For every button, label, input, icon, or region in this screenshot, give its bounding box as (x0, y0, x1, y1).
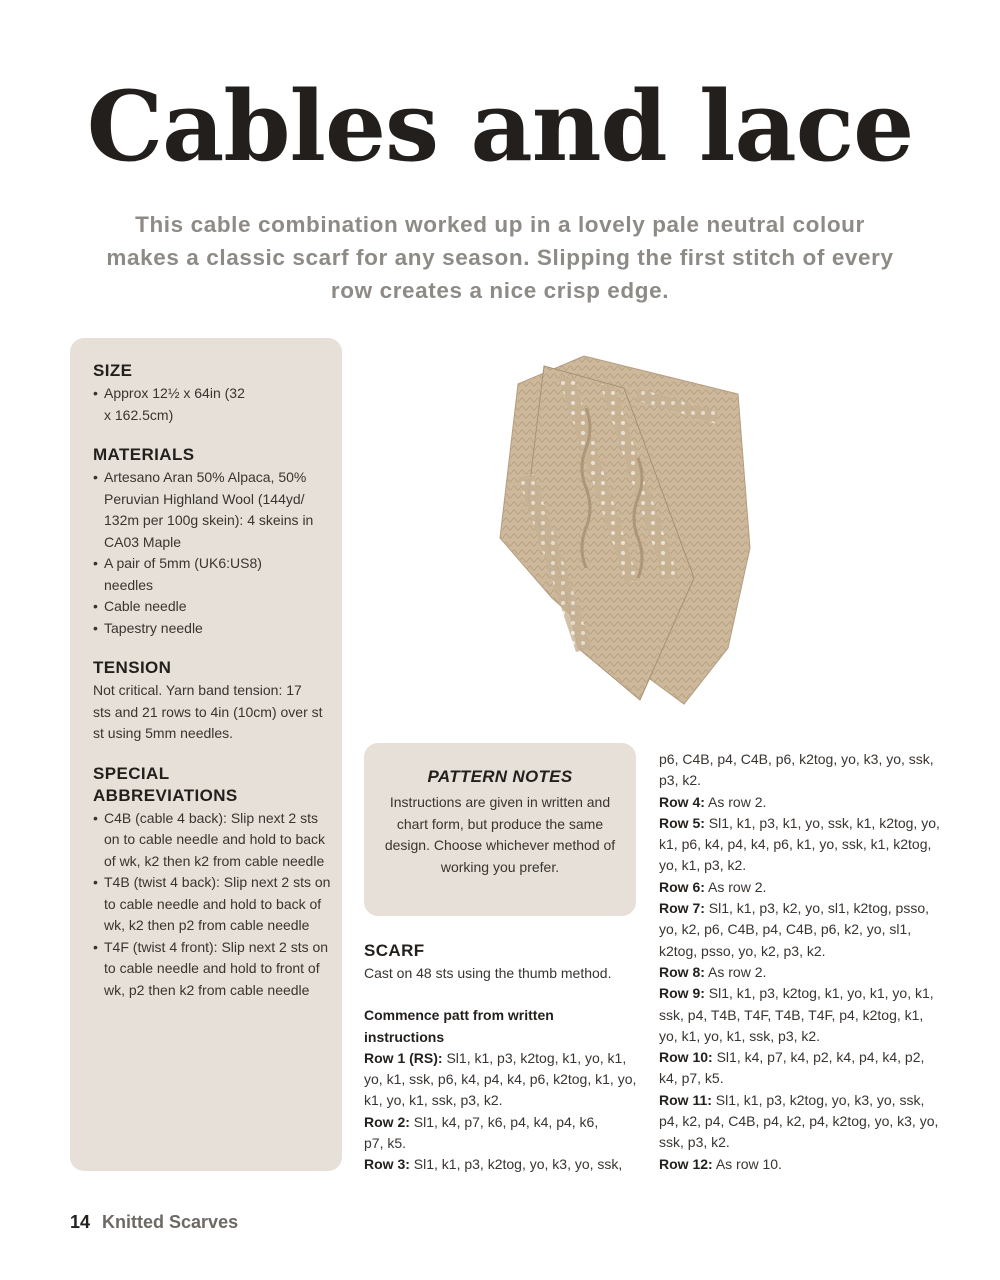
page-title: Cables and lace (86, 70, 914, 183)
commence-heading: Commence patt from written instructions (364, 1007, 554, 1045)
row-instruction: Row 7: Sl1, k1, p3, k2, yo, sl1, k2tog, psso, yo, k2, p6, C4B, p4, C4B, p6, k2, yo, sl1, k2tog, psso, yo, k2, p3, k2. (659, 900, 930, 959)
pattern-notes-text: Instructions are given in written and chart form, but produce the same design. Choose whichever method of working you prefer. (384, 794, 616, 875)
tension-section (93, 657, 333, 745)
abbreviation-item: • C4B (cable 4 back): Slip next 2 sts on to cable needle and hold to back of wk, k2 then k2 from cable needle (93, 808, 334, 873)
abbreviation-item: • T4B (twist 4 back): Slip next 2 sts on to cable needle and hold to back of wk, k2 then p2 from cable needle (93, 872, 334, 937)
tension-text: Not critical. Yarn band tension: 17 sts and 21 rows to 4in (10cm) over st st using 5mm needles. (93, 682, 323, 741)
size-item: • Approx 12½ x 64in (32 x 162.5cm) (93, 383, 254, 426)
tension-heading: TENSION (93, 658, 172, 677)
row-instruction-continued: p6, C4B, p4, C4B, p6, k2tog, yo, k3, yo, ssk, p3, k2. (659, 751, 934, 789)
row-instruction: Row 8: As row 2. (659, 963, 767, 980)
materials-heading: MATERIALS (93, 445, 195, 464)
scarf-heading: SCARF (364, 941, 425, 960)
cast-on-text: Cast on 48 sts using the thumb method. (364, 965, 612, 981)
row-instruction: Row 6: As row 2. (659, 878, 767, 895)
page-number: 14 (70, 1212, 91, 1232)
row-instruction: Row 2: Sl1, k4, p7, k6, p4, k4, p4, k6, p7, k5. (364, 1113, 599, 1152)
row-instruction: Row 9: Sl1, k1, p3, k2tog, k1, yo, k1, yo, k1, ssk, p4, T4B, T4F, T4B, T4F, p4, k2tog, k1, yo, k1, yo, k1, ssk, p3, k2. (659, 985, 934, 1044)
materials-item: • Tapestry needle (93, 618, 333, 640)
scarf-photo (488, 348, 756, 706)
row-instruction: Row 3: Sl1, k1, p3, k2tog, yo, k3, yo, ssk, (364, 1156, 623, 1173)
page-footer (70, 1212, 238, 1233)
abbreviations-heading: SPECIAL ABBREVIATIONS (93, 763, 238, 805)
pattern-notes-heading: PATTERN NOTES (427, 767, 573, 786)
book-title: Knitted Scarves (102, 1212, 239, 1232)
size-section (93, 360, 333, 426)
row-instruction: Row 11: Sl1, k1, p3, k2tog, yo, k3, yo, ssk, p4, k2, p4, C4B, p4, k2, p4, k2tog, yo, k3, yo, ssk, p3, k2. (659, 1091, 939, 1151)
abbreviation-item: • T4F (twist 4 front): Slip next 2 sts on to cable needle and hold to front of wk, p2 then k2 from cable needle (93, 937, 336, 1002)
materials-section (93, 444, 333, 639)
intro-text: This cable combination worked up in a lovely pale neutral colour makes a classic scarf for any season. Slipping the first stitch of every row creates a nice crisp edge. (106, 212, 894, 303)
abbreviations-section (93, 763, 333, 1002)
row-instruction: Row 10: Sl1, k4, p7, k4, p2, k4, p4, k4, p2, k4, p7, k5. (659, 1049, 925, 1087)
materials-item: • Cable needle (93, 596, 333, 618)
info-column (93, 360, 333, 1019)
row-instruction: Row 4: As row 2. (659, 793, 767, 810)
scarf-instructions-continued (659, 749, 944, 1175)
size-heading: SIZE (93, 361, 133, 380)
row-instruction: Row 1 (RS): Sl1, k1, p3, k2tog, k1, yo, k1, yo, k1, ssk, p6, k4, p4, k4, p6, k2tog, k1, yo, k1, yo, k1, ssk, p3, k2. (364, 1049, 637, 1109)
scarf-instructions (364, 940, 639, 1176)
row-instruction: Row 5: Sl1, k1, p3, k1, yo, ssk, k1, k2tog, yo, k1, p6, k4, p4, k4, p6, k1, yo, ssk, k1, k2tog, yo, k1, p3, k2. (659, 814, 940, 874)
materials-item: • A pair of 5mm (UK6:US8) needles (93, 553, 294, 596)
row-instruction: Row 12: As row 10. (659, 1155, 782, 1172)
materials-item: • Artesano Aran 50% Alpaca, 50% Peruvian Highland Wool (144yd/ 132m per 100g skein): 4 skeins in CA03 Maple (93, 467, 329, 553)
